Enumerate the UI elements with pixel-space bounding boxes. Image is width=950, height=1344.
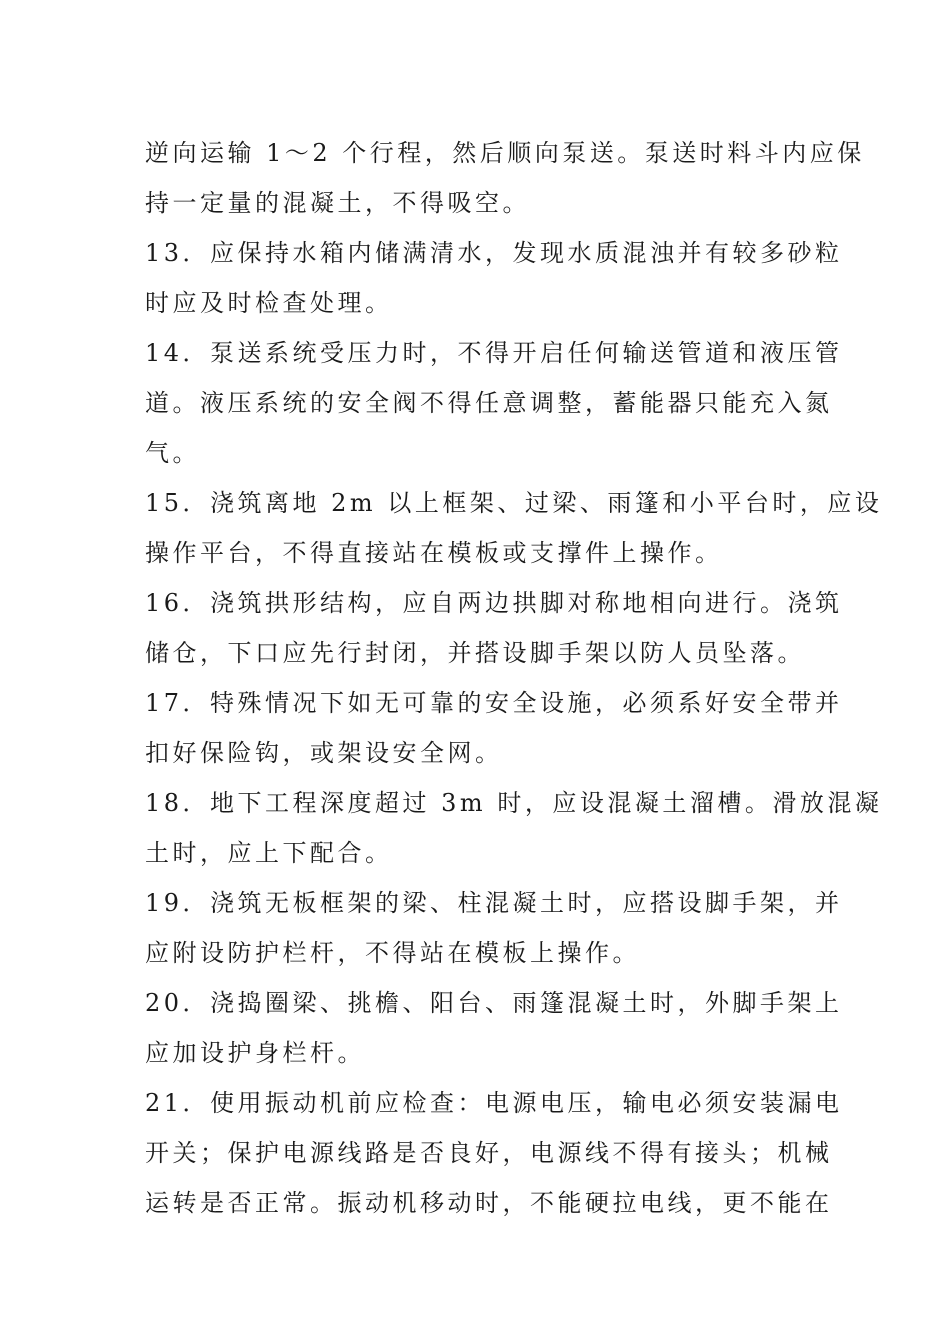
- text-line: 应加设护身栏杆。: [145, 1039, 365, 1067]
- text-line: 运转是否正常。振动机移动时，不能硬拉电线，更不能在: [145, 1189, 833, 1217]
- text-line: 应附设防护栏杆，不得站在模板上操作。: [145, 939, 640, 967]
- text-line: 18．地下工程深度超过 3m 时，应设混凝土溜槽。滑放混凝: [145, 789, 883, 817]
- text-line: 道。液压系统的安全阀不得任意调整，蓄能器只能充入氮: [145, 389, 833, 417]
- text-line: 持一定量的混凝土，不得吸空。: [145, 189, 530, 217]
- text-line: 开关；保护电源线路是否良好，电源线不得有接头；机械: [145, 1139, 833, 1167]
- text-line: 21．使用振动机前应检查：电源电压，输电必须安装漏电: [145, 1089, 843, 1117]
- text-line: 气。: [145, 439, 200, 467]
- text-line: 时应及时检查处理。: [145, 289, 393, 317]
- text-line: 16．浇筑拱形结构，应自两边拱脚对称地相向进行。浇筑: [145, 589, 843, 617]
- text-line: 逆向运输 1～2 个行程，然后顺向泵送。泵送时料斗内应保: [145, 139, 865, 167]
- text-line: 17．特殊情况下如无可靠的安全设施，必须系好安全带并: [145, 689, 843, 717]
- text-line: 土时，应上下配合。: [145, 839, 393, 867]
- text-line: 14．泵送系统受压力时，不得开启任何输送管道和液压管: [145, 339, 843, 367]
- text-line: 13．应保持水箱内储满清水，发现水质混浊并有较多砂粒: [145, 239, 843, 267]
- text-line: 扣好保险钩，或架设安全网。: [145, 739, 503, 767]
- text-line: 15．浇筑离地 2m 以上框架、过梁、雨篷和小平台时，应设: [145, 489, 883, 517]
- text-line: 20．浇捣圈梁、挑檐、阳台、雨篷混凝土时，外脚手架上: [145, 989, 843, 1017]
- text-line: 19．浇筑无板框架的梁、柱混凝土时，应搭设脚手架，并: [145, 889, 843, 917]
- text-line: 操作平台，不得直接站在模板或支撑件上操作。: [145, 539, 723, 567]
- text-line: 储仓，下口应先行封闭，并搭设脚手架以防人员坠落。: [145, 639, 805, 667]
